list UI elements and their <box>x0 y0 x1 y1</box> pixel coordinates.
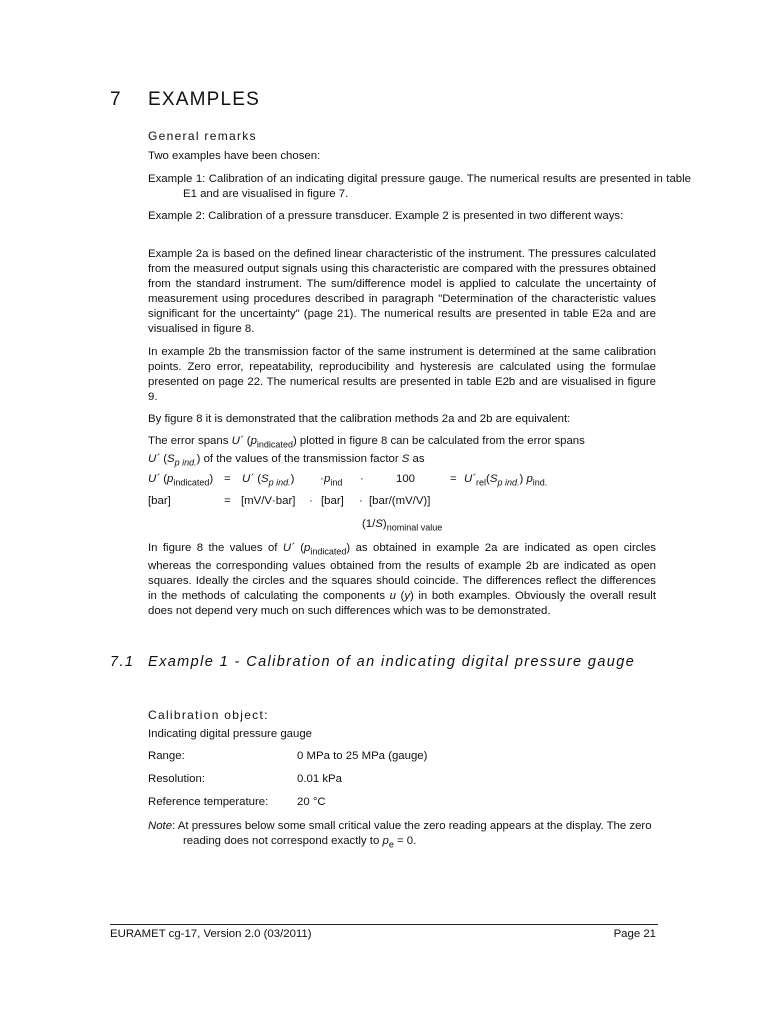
symbol-s: S <box>375 518 383 530</box>
figure8-paragraph <box>148 541 656 619</box>
error-spans-paragraph <box>148 434 656 471</box>
subscript-ind: ind <box>330 477 343 488</box>
formula-hundred: 100 <box>396 473 416 485</box>
symbol-u: U´ <box>282 542 295 554</box>
symbol-y: y <box>404 590 411 603</box>
footer-document-id: EURAMET cg-17, Version 2.0 (03/2011) <box>110 928 312 940</box>
units-last: [bar/(mV/V)] <box>369 495 431 507</box>
paren-close: ) <box>196 453 201 466</box>
formula-dot: · <box>320 473 324 485</box>
symbol-u-small: u <box>389 590 396 603</box>
formula-p-ind <box>324 473 342 487</box>
paren-open: ( <box>294 542 305 554</box>
units-bar: [bar] <box>148 495 171 507</box>
paren-open: ( <box>160 473 167 485</box>
subscript-p-ind: p ind. <box>174 457 197 468</box>
formula-equals: = <box>450 473 457 485</box>
error-spans-text-2: plotted in figure 8 can be calculated from the error spans <box>296 435 585 447</box>
units-mv: [mV/V·bar] <box>241 495 296 507</box>
paren-open: ( <box>395 590 405 603</box>
units-dot: · <box>309 495 313 507</box>
footer-rule <box>110 924 658 925</box>
section-heading <box>110 89 260 111</box>
units-bar2: [bar] <box>321 495 344 507</box>
symbol-p: p <box>250 435 257 447</box>
subsection-number: 7.1 <box>110 654 135 670</box>
paren-open: ( <box>160 453 167 466</box>
symbol-u: U´ <box>148 453 161 466</box>
subscript-p-ind: p ind. <box>497 477 520 488</box>
general-remarks-heading: General remarks <box>148 129 257 143</box>
spec-value: 0 MPa to 25 MPa (gauge) <box>297 750 428 762</box>
spec-label: Resolution: <box>148 773 205 785</box>
subscript-p-ind: p ind. <box>268 477 291 488</box>
symbol-p: p <box>526 473 533 485</box>
example-2b-paragraph: In example 2b the transmission factor of the same instrument is determined at the same calibration points. Zero error, repeatability, reproducibility and hysteresis are calculated using the formulae presented on page 22. The numerical results are presented in table E2b and are visualised in figure 9. <box>148 346 656 403</box>
symbol-u: U´ <box>242 473 255 485</box>
calibration-object-name: Indicating digital pressure gauge <box>148 728 313 740</box>
example1-text: Example 1: Calibration of an indicating digital pressure gauge. The numerical results are presented in table E1 and are visualised in figure 7. <box>148 173 691 200</box>
paren-open: ( <box>243 435 251 447</box>
spec-row-range <box>148 750 427 762</box>
formula-equals: = <box>224 473 231 485</box>
section-number: 7 <box>110 89 122 110</box>
example2-text: Example 2: Calibration of a pressure transducer. Example 2 is presented in two different ways: <box>148 210 624 222</box>
formula-denominator <box>362 518 442 532</box>
spec-value: 20 °C <box>297 796 326 808</box>
subscript-indicated: indicated <box>256 439 293 450</box>
subscript-nominal-value: nominal value <box>386 522 443 533</box>
symbol-s: S <box>401 453 410 466</box>
subsection-title: Example 1 - Calibration of an indicating digital pressure gauge <box>148 654 636 670</box>
units-dot: · <box>359 495 363 507</box>
paren-open: ( <box>254 473 261 485</box>
subscript-ind: ind. <box>532 477 548 488</box>
symbol-s: S <box>489 473 498 485</box>
calibration-object-heading: Calibration object: <box>148 708 269 722</box>
units-equals: = <box>224 495 231 507</box>
fig8-text-1: In figure 8 the values of <box>148 542 283 554</box>
paren-close: ) <box>292 435 297 447</box>
symbol-s: S <box>261 473 269 485</box>
formula-lhs <box>148 473 213 487</box>
paren-close: ) <box>410 590 414 603</box>
note-end: = 0. <box>393 835 417 847</box>
example-2a-paragraph: Example 2a is based on the defined linear characteristic of the instrument. The pressures calculated from the measured output signals using this characteristic are compared with the pressures obtained from the standard instrument. The sum/difference model is applied to calculate the uncertainty of measurement using procedures described in paragraph "Determination of the characteristic values significant for the uncertainty" (page 21). The numerical results are presented in table E2a and are visualised in figure 8. <box>148 248 656 335</box>
note-label: Note <box>148 820 173 832</box>
fig8-text-2: as obtained in example 2a are indicated as open circles whereas the corresponding values obtained from the results of example 2b are indicated as open squares. Ideally the circles and the squares should coincide. The differences reflect the differences in the methods of calculating the components <box>148 542 656 603</box>
note-paragraph <box>148 819 691 852</box>
spec-label: Range: <box>148 750 185 762</box>
fig8-text-3: in both examples. Obviously the overall result does not depend very much on such differences which was to be demonstrated. <box>148 590 656 618</box>
subsection-heading <box>110 652 650 672</box>
symbol-u: U´ <box>464 473 477 485</box>
formula-u-s <box>242 473 294 487</box>
note-text: : At pressures below some small critical value the zero reading appears at the display. The zero reading does not correspond exactly to <box>172 820 652 847</box>
subscript-rel: rel <box>476 477 487 488</box>
spec-row-temperature <box>148 796 326 808</box>
subscript-indicated: indicated <box>310 546 347 557</box>
error-spans-text-4: as <box>409 453 425 466</box>
paren-open: ( <box>486 473 490 485</box>
paren-close: ) <box>346 542 351 554</box>
intro-text: Two examples have been chosen: <box>148 150 321 162</box>
formula-rhs <box>464 473 547 487</box>
symbol-p: p <box>167 473 174 485</box>
symbol-p: p <box>304 542 311 554</box>
denom-close: ) <box>382 518 387 530</box>
section-title: EXAMPLES <box>148 89 261 110</box>
paren-close: ) <box>290 473 295 485</box>
subscript-indicated: indicated <box>173 477 210 488</box>
subscript-e: e <box>388 839 394 850</box>
error-spans-text-3: of the values of the transmission factor <box>200 453 402 466</box>
formula-dot: · <box>360 473 364 485</box>
denom-open: (1/ <box>362 518 376 530</box>
spec-row-resolution <box>148 773 342 785</box>
symbol-u: U´ <box>148 473 161 485</box>
error-spans-text-1: The error spans <box>148 435 232 447</box>
symbol-p: p <box>324 473 331 485</box>
paren-close: ) <box>519 473 524 485</box>
footer-page-number: Page 21 <box>613 928 656 940</box>
figure8-intro: By figure 8 it is demonstrated that the calibration methods 2a and 2b are equivalent: <box>148 413 571 425</box>
symbol-p: p <box>382 835 389 847</box>
spec-value: 0.01 kPa <box>297 773 342 785</box>
symbol-s: S <box>167 453 175 466</box>
paren-close: ) <box>209 473 214 485</box>
symbol-u: U´ <box>231 435 244 447</box>
spec-label: Reference temperature: <box>148 796 269 808</box>
